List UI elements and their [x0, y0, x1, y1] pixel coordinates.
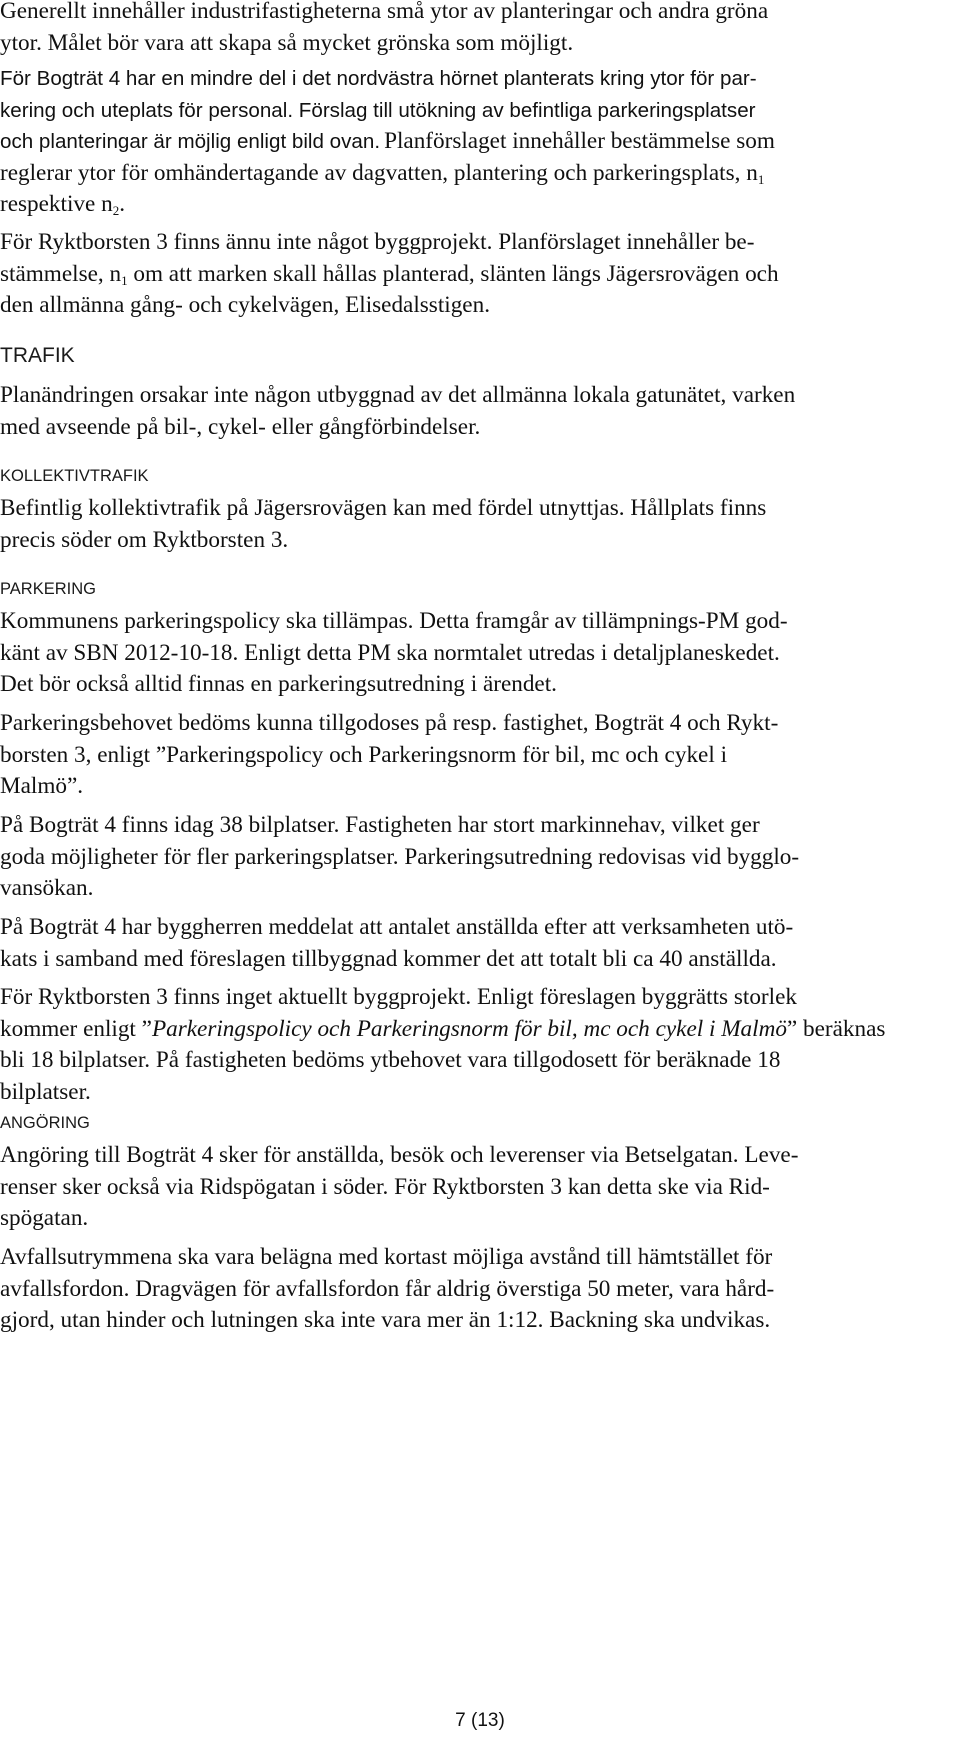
text-line: vansökan. — [0, 875, 94, 901]
paragraph-parkeringsbehov — [0, 708, 778, 803]
paragraph-anstallda — [0, 912, 793, 975]
text-line: Malmö”. — [0, 773, 84, 799]
heading-parkering: PARKERING — [0, 580, 96, 598]
paragraph-trafik — [0, 380, 795, 443]
text-line: om att marken skall hållas planterad, slänten längs Jägersrovägen och — [127, 260, 779, 287]
text-line: gjord, utan hinder och lutningen ska inte vara mer än 1:12. Backning ska undvikas. — [0, 1307, 771, 1333]
text-line: goda möjligheter för fler parkeringsplatser. Parkeringsutredning redovisas vid bygglo- — [0, 843, 800, 870]
paragraph-bogtrat-planting — [0, 63, 775, 221]
text-line: För Bogträt 4 har en mindre del i det nordvästra hörnet planterats kring ytor för par- — [0, 67, 757, 90]
text-line: På Bogträt 4 har byggherren meddelat att antalet anställda efter att verksamheten utö- — [0, 914, 794, 940]
text-line: Planförslaget innehåller bestämmelse som — [384, 128, 775, 154]
paragraph-avfall — [0, 1242, 774, 1337]
text-line: kering och uteplats för personal. Förslag till utökning av befintliga parkeringsplatser — [0, 98, 756, 122]
text-line: För Ryktborsten 3 finns ännu inte något byggprojekt. Planförslaget innehåller be- — [0, 229, 755, 255]
heading-trafik: TRAFIK — [0, 344, 75, 367]
text-line: Planändringen orsakar inte någon utbyggnad av det allmänna lokala gatunätet, varken — [0, 382, 796, 408]
text-line: För Ryktborsten 3 finns inget aktuellt byggprojekt. Enligt föreslagen byggrätts storlek — [0, 984, 797, 1010]
subscript: 2 — [112, 203, 120, 218]
text-line: Avfallsutrymmena ska vara belägna med kortast möjliga avstånd till hämtstället för — [0, 1244, 773, 1270]
punctuation: . — [119, 191, 125, 217]
text-line: spögatan. — [0, 1205, 89, 1231]
text-line: Generellt innehåller industrifastigheterna små ytor av planteringar och andra gröna — [0, 0, 769, 24]
paragraph-bilplatser-bogtrat — [0, 810, 799, 905]
text-line: med avseende på bil-, cykel- eller gångförbindelser. — [0, 413, 481, 440]
paragraph-kollektivtrafik — [0, 493, 766, 556]
text-line: avfallsfordon. Dragvägen för avfallsfordon får aldrig överstiga 50 meter, vara hård- — [0, 1275, 775, 1302]
page-number: 7 (13) — [455, 1710, 505, 1731]
text-line: kommer enligt ” — [0, 1015, 152, 1042]
text-line: och planteringar är möjlig enligt bild ovan. — [0, 130, 381, 153]
text-line: renser sker också via Ridspögatan i söder. För Ryktborsten 3 kan detta ske via Rid- — [0, 1173, 770, 1200]
paragraph-ryktborsten-parkering — [0, 982, 885, 1108]
text-line: På Bogträt 4 finns idag 38 bilplatser. Fastigheten har stort markinnehav, vilket ger — [0, 812, 760, 838]
heading-angoring: ANGÖRING — [0, 1114, 90, 1132]
text-line: ” beräknas — [786, 1015, 886, 1042]
paragraph-parkering-policy — [0, 606, 788, 701]
text-line: Angöring till Bogträt 4 sker för anställda, besök och leverenser via Betselgatan. Leve- — [0, 1142, 799, 1168]
text-line: känt av SBN 2012-10-18. Enligt detta PM ska normtalet utredas i detaljplaneskedet. — [0, 639, 780, 666]
text-line: Befintlig kollektivtrafik på Jägersrovägen kan med fördel utnyttjas. Hållplats finns — [0, 495, 767, 521]
text-line: Kommunens parkeringspolicy ska tillämpas. Detta framgår av tillämpnings-PM god- — [0, 608, 788, 634]
text-line: ytor. Målet bör vara att skapa så mycket grönska som möjligt. — [0, 29, 574, 56]
paragraph-angoring — [0, 1140, 798, 1235]
heading-kollektivtrafik: KOLLEKTIVTRAFIK — [0, 467, 149, 485]
text-line: bilplatser. — [0, 1078, 91, 1105]
text-line: Parkeringsbehovet bedöms kunna tillgodoses på resp. fastighet, Bogträt 4 och Rykt- — [0, 710, 779, 736]
text-line: kats i samband med föreslagen tillbyggnad kommer det att totalt bli ca 40 anställda. — [0, 945, 777, 972]
text-line: precis söder om Ryktborsten 3. — [0, 526, 289, 553]
paragraph-ryktborsten — [0, 227, 779, 322]
paragraph-greenery — [0, 0, 768, 59]
italic-reference: Parkeringspolicy och Parkeringsnorm för bil, mc och cykel i Malmö — [151, 1015, 787, 1042]
text-line: borsten 3, enligt ”Parkeringspolicy och Parkeringsnorm för bil, mc och cykel i — [0, 741, 728, 768]
text-line: Det bör också alltid finnas en parkeringsutredning i ärendet. — [0, 671, 557, 697]
subscript: 1 — [757, 171, 765, 187]
subscript: 1 — [121, 272, 128, 288]
text-line: reglerar ytor för omhändertagande av dagvatten, plantering och parkeringsplats, n — [0, 159, 758, 186]
text-line: stämmelse, n — [0, 260, 122, 287]
text-line: bli 18 bilplatser. På fastigheten bedöms ytbehovet vara tillgodosett för beräknade 18 — [0, 1047, 781, 1073]
text-line: den allmänna gång- och cykelvägen, Elisedalsstigen. — [0, 292, 490, 318]
text-line: respektive n — [0, 191, 113, 217]
